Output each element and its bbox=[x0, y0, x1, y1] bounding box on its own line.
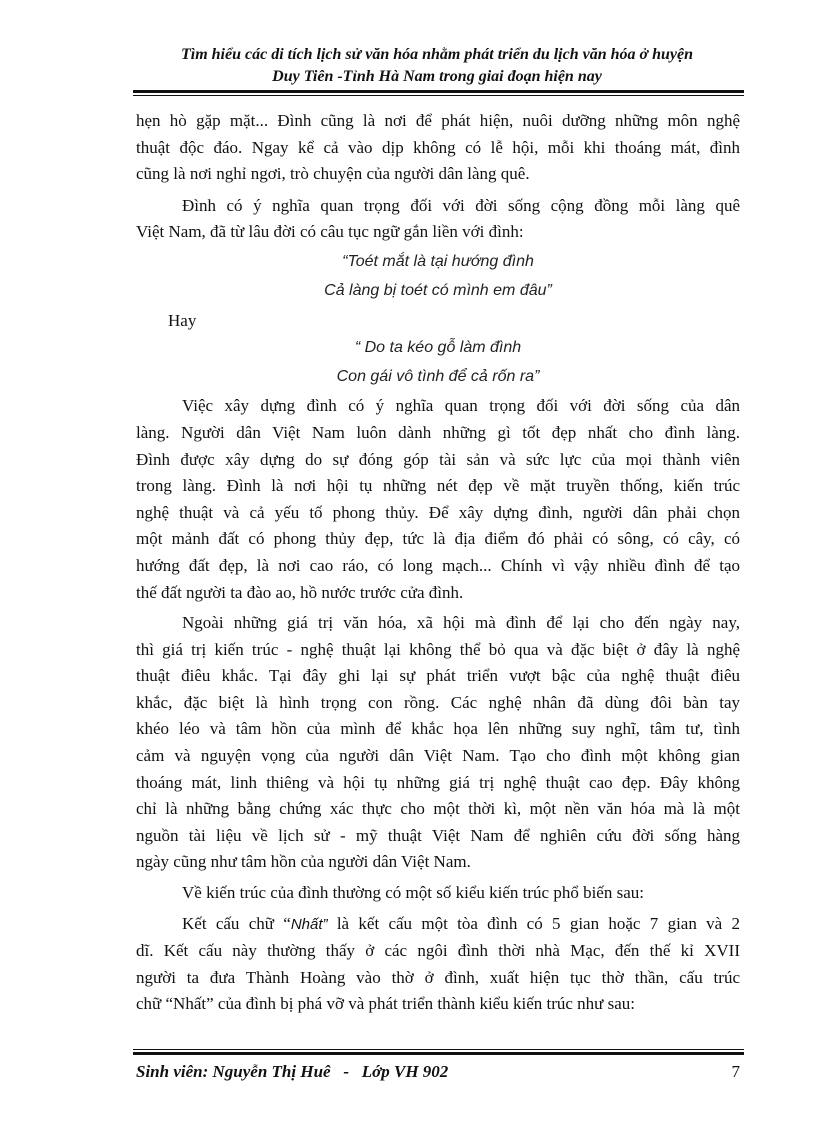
paragraph-line: Đình có ý nghĩa quan trọng đối với đời sống cộng đồng mỗi làng quê bbox=[182, 195, 740, 215]
paragraph-line: Ngoài những giá trị văn hóa, xã hội mà đình để lại cho đến ngày nay, bbox=[182, 613, 740, 633]
paragraph-line: Về kiến trúc của đình thường có một số kiểu kiến trúc phổ biến sau: bbox=[182, 883, 644, 903]
paragraph-line: chữ “Nhất” của đình bị phá vỡ và phát triển thành kiểu kiến trúc như sau: bbox=[136, 994, 636, 1014]
paragraph-4 bbox=[136, 610, 740, 876]
body-text bbox=[136, 108, 740, 1018]
paragraph-line: thoáng mát, linh thiêng và hội tụ những giá trị nghệ thuật cao đẹp. Đây không bbox=[136, 772, 740, 792]
paragraph-text: là kết cấu một tòa đình có 5 gian hoặc 7 gian và 2 bbox=[327, 913, 740, 933]
header-title-line-2: Duy Tiên -Tỉnh Hà Nam trong giai đoạn hiện nay bbox=[272, 68, 602, 85]
header-rule-thin bbox=[133, 95, 744, 96]
paragraph-6 bbox=[136, 911, 740, 1018]
paragraph-5 bbox=[136, 880, 740, 907]
footer-rule bbox=[133, 1052, 744, 1055]
emphasized-term: Nhất” bbox=[290, 915, 328, 933]
connector-hay: Hay bbox=[168, 311, 197, 331]
paragraph-line: một mảnh đất có phong thủy đẹp, tức là địa điểm đó phải có sông, có cây, có bbox=[136, 529, 740, 549]
footer-author: Sinh viên: Nguyễn Thị Huê - Lớp VH 902 bbox=[136, 1062, 449, 1081]
paragraph-line: thuật độc đáo. Ngay kể cả vào dịp không có lễ hội, mỗi khi thoáng mát, đình bbox=[136, 137, 740, 157]
header-rule bbox=[133, 90, 744, 93]
paragraph-line: Đình được xây dựng do sự đóng góp tài sản và sức lực của mọi thành viên bbox=[136, 449, 740, 469]
paragraph-line: cảm và nguyện vọng của người dân Việt Nam. Tạo cho đình một không gian bbox=[136, 746, 740, 766]
paragraph-line bbox=[136, 911, 740, 939]
proverb-line: Cả làng bị toét có mình em đâu” bbox=[324, 281, 552, 299]
paragraph-line: hướng đất đẹp, là nơi cao ráo, có long mạch... Chính vì vậy nhiều đình để tạo bbox=[136, 555, 740, 575]
proverb-line: Con gái vô tình để cả rốn ra” bbox=[336, 367, 540, 385]
paragraph-line: làng. Người dân Việt Nam luôn dành những gì tốt đẹp nhất cho đình làng. bbox=[136, 422, 740, 442]
paragraph-line: thế đất người ta đào ao, hồ nước trước cửa đình. bbox=[136, 582, 464, 602]
paragraph-2 bbox=[136, 193, 740, 246]
proverb-1 bbox=[136, 248, 740, 305]
paragraph-3 bbox=[136, 393, 740, 606]
footer-rule-thin bbox=[133, 1049, 744, 1050]
running-header bbox=[130, 44, 744, 88]
paragraph-line: ngày cũng như tâm hồn của người dân Việt Nam. bbox=[136, 852, 471, 872]
proverb-line: “Toét mắt là tại hướng đình bbox=[342, 252, 534, 270]
paragraph-1 bbox=[136, 108, 740, 188]
paragraph-line: Việc xây dựng đình có ý nghĩa quan trọng đối với đời sống của dân bbox=[182, 396, 740, 416]
paragraph-line: chỉ là những bằng chứng xác thực cho một thời kì, một nền văn hóa mà là một bbox=[136, 799, 740, 819]
paragraph-line: thì giá trị kiến trúc - nghệ thuật lại không thể bỏ qua và đặc biệt ở đây là nghệ bbox=[136, 639, 740, 659]
paragraph-line: khắc, đặc biệt là hình trọng con rồng. Các nghệ nhân đã dùng đôi bàn tay bbox=[136, 692, 740, 712]
paragraph-text: Kết cấu chữ “ bbox=[182, 913, 291, 933]
proverb-line: “ Do ta kéo gỗ làm đình bbox=[354, 339, 522, 357]
proverb-2 bbox=[136, 334, 740, 391]
paragraph-line: dĩ. Kết cấu này thường thấy ở các ngôi đình thời nhà Mạc, đến thế kỉ XVII bbox=[136, 941, 740, 961]
paragraph-line: trong làng. Đình là nơi hội tụ những nét đẹp về mặt truyền thống, kiến trúc bbox=[136, 476, 740, 496]
paragraph-line: cũng là nơi nghỉ ngơi, trò chuyện của người dân làng quê. bbox=[136, 164, 530, 184]
page-number: 7 bbox=[731, 1062, 740, 1081]
paragraph-line: nghệ thuật và cả yếu tố phong thủy. Để xây dựng đình, người dân phải chọn bbox=[136, 502, 740, 522]
paragraph-line: khéo léo và tâm hồn của mình để khắc họa lên những suy nghĩ, tâm tư, tình bbox=[136, 719, 740, 739]
header-title-line-1: Tìm hiểu các di tích lịch sử văn hóa nhằm phát triển du lịch văn hóa ở huyện bbox=[180, 46, 694, 63]
paragraph-line: nguồn tài liệu về lịch sử - mỹ thuật Việt Nam để nghiên cứu đời sống hàng bbox=[136, 825, 740, 845]
paragraph-line: hẹn hò gặp mặt... Đình cũng là nơi để phát hiện, nuôi dưỡng những môn nghệ bbox=[136, 111, 740, 130]
paragraph-line: thuật điêu khắc. Tại đây ghi lại sự phát triển vượt bậc của nghệ thuật điêu bbox=[136, 666, 740, 686]
paragraph-line: Việt Nam, đã từ lâu đời có câu tục ngữ gắn liền với đình: bbox=[136, 222, 524, 242]
paragraph-line: người ta đưa Thành Hoàng vào thờ ở đình, xuất hiện tục thờ thần, cấu trúc bbox=[136, 967, 740, 987]
